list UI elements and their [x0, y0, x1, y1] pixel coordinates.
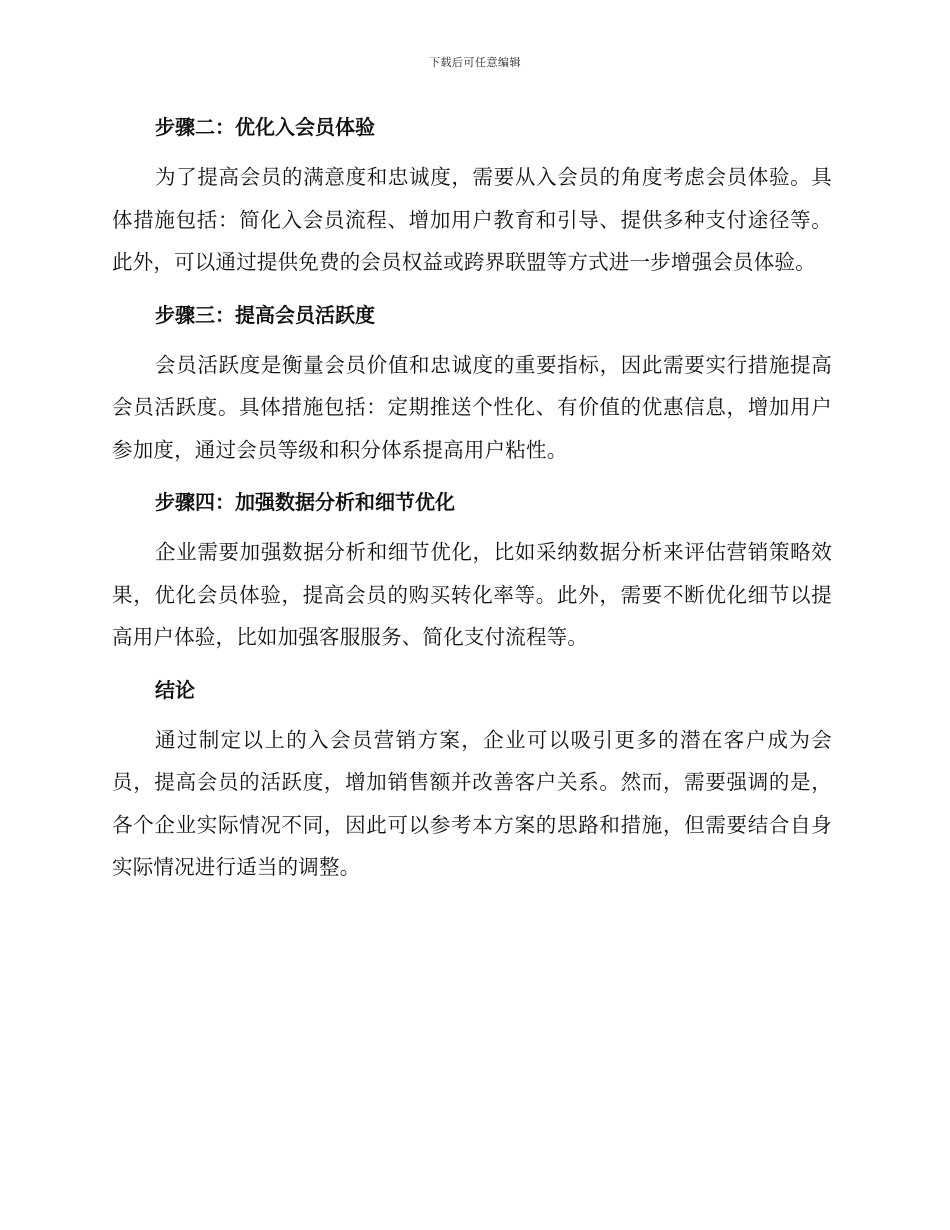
section-paragraph: 为了提高会员的满意度和忠诚度，需要从入会员的角度考虑会员体验。具体措施包括：简化入会员流程、增加用户教育和引导、提供多种支付途径等。此外，可以通过提供免费的会员权益或跨界联盟等方式进一步增强会员体验。: [112, 165, 832, 274]
section-heading: 步骤三：提高会员活跃度: [155, 302, 375, 327]
section-conclusion: [112, 669, 832, 889]
header-note: 下载后可任意编辑: [429, 56, 521, 69]
section-heading: 步骤四：加强数据分析和细节优化: [155, 490, 455, 514]
section-heading: 步骤二：优化入会员体验: [155, 115, 375, 139]
section-paragraph: 通过制定以上的入会员营销方案，企业可以吸引更多的潜在客户成为会员，提高会员的活跃度，增加销售额并改善客户关系。然而，需要强调的是，各个企业实际情况不同，因此可以参考本方案的思路和措施，但需要结合自身实际情况进行适当的调整。: [112, 727, 832, 879]
section-paragraph: 企业需要加强数据分析和细节优化，比如采纳数据分析来评估营销策略效果，优化会员体验，提高会员的购买转化率等。此外，需要不断优化细节以提高用户体验，比如加强客服服务、简化支付流程等。: [112, 540, 832, 649]
section-step-four: [112, 481, 832, 659]
section-heading: 结论: [155, 677, 195, 702]
document-body: [112, 106, 832, 899]
section-step-two: [112, 106, 832, 284]
section-paragraph: 会员活跃度是衡量会员价值和忠诚度的重要指标，因此需要实行措施提高会员活跃度。具体措施包括：定期推送个性化、有价值的优惠信息，增加用户参加度，通过会员等级和积分体系提高用户粘性。: [112, 352, 832, 462]
section-step-three: [112, 294, 832, 472]
